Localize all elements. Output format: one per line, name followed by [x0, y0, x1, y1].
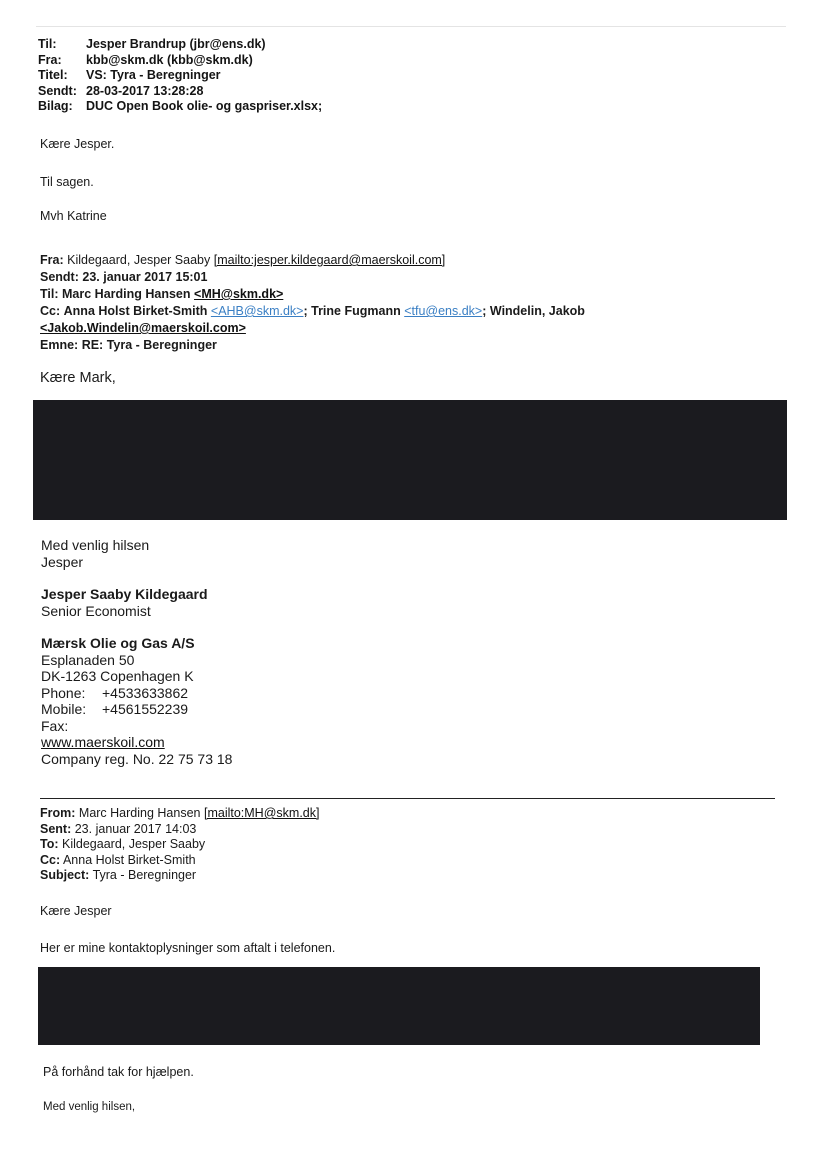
email3-line: Her er mine kontaktoplysninger som aftalt i telefonen.	[40, 941, 336, 955]
email3-subject-row: Subject: Tyra - Beregninger	[40, 868, 197, 882]
signature-phone: +4533633862	[102, 684, 189, 701]
redaction-block-2	[38, 967, 760, 1045]
header-titel-row: Titel: VS: Tyra - Beregninger	[38, 68, 221, 82]
header-titel-value: VS: Tyra - Beregninger	[86, 68, 221, 82]
email2-emne-row: Emne: RE: Tyra - Beregninger	[40, 338, 217, 352]
email2-sendt-row: Sendt: 23. januar 2017 15:01	[40, 270, 208, 284]
signature-full-name: Jesper Saaby Kildegaard	[41, 586, 208, 602]
redaction-block-1	[33, 400, 787, 520]
message1-line: Til sagen.	[40, 175, 94, 189]
signature-fax: Fax:	[41, 717, 69, 734]
email3-closing: Med venlig hilsen,	[43, 1101, 136, 1113]
signature-company-reg: Company reg. No. 22 75 73 18	[41, 750, 233, 767]
header-til-value: Jesper Brandrup (jbr@ens.dk)	[86, 37, 266, 51]
top-header	[38, 37, 322, 115]
email2-til-row: Til: Marc Harding Hansen <MH@skm.dk>	[40, 287, 284, 301]
signature-mobile: +4561552239	[102, 701, 189, 717]
email2-cc-email3-link[interactable]: <Jakob.Windelin@maerskoil.com>	[40, 321, 246, 335]
email3-cc-row: Cc: Anna Holst Birket-Smith	[40, 852, 196, 867]
email3-from-mailto-link[interactable]: [mailto:MH@skm.dk]	[203, 806, 320, 820]
header-bilag-value: DUC Open Book olie- og gaspriser.xlsx;	[86, 99, 323, 113]
email3-to-row: To: Kildegaard, Jesper Saaby	[40, 837, 206, 851]
email3-sent-row: Sent: 23. januar 2017 14:03	[40, 821, 197, 836]
email2-cc-email2-link[interactable]: <tfu@ens.dk>	[404, 304, 483, 318]
signature-address2: DK-1263 Copenhagen K	[41, 668, 194, 684]
signature-mobile-row: Mobile: +4561552239	[41, 701, 189, 717]
email2-fra-row: Fra: Kildegaard, Jesper Saaby [mailto:jesper.kildegaard@maerskoil.com]	[40, 253, 446, 267]
signature-address1: Esplanaden 50	[41, 651, 135, 668]
signature-block	[41, 537, 232, 767]
email2-fra-mailto-link[interactable]: [mailto:jesper.kildegaard@maerskoil.com]	[213, 253, 446, 267]
signature-website-link[interactable]: www.maerskoil.com	[41, 734, 165, 750]
message1-greeting: Kære Jesper.	[40, 137, 115, 151]
email2-til-email-link[interactable]: <MH@skm.dk>	[194, 287, 284, 301]
header-sendt-value: 28-03-2017 13:28:28	[86, 83, 204, 98]
header-fra-value: kbb@skm.dk (kbb@skm.dk)	[86, 52, 253, 67]
email3-from-row: From: Marc Harding Hansen [mailto:MH@skm.dk]	[40, 806, 320, 820]
email-divider	[40, 798, 775, 799]
signature-closing: Med venlig hilsen	[41, 537, 150, 553]
header-sendt-row: Sendt: 28-03-2017 13:28:28	[38, 83, 204, 98]
header-fra-row: Fra: kbb@skm.dk (kbb@skm.dk)	[38, 52, 253, 67]
email3-greeting: Kære Jesper	[40, 904, 112, 918]
header-bilag-row: Bilag: DUC Open Book olie- og gaspriser.xlsx;	[38, 99, 323, 113]
signature-phone-row: Phone: +4533633862	[41, 684, 189, 701]
signature-first-name: Jesper	[41, 553, 84, 570]
top-rule	[36, 26, 786, 27]
email2-greeting: Kære Mark,	[40, 370, 116, 386]
email3-header	[40, 806, 319, 884]
email2-cc-email1-link[interactable]: <AHB@skm.dk>	[210, 304, 304, 318]
signature-company: Mærsk Olie og Gas A/S	[41, 635, 195, 651]
email2-cc-row: Cc: Anna Holst Birket-Smith <AHB@skm.dk>; Trine Fugmann <tfu@ens.dk>; Windelin, Jakob	[40, 304, 585, 318]
email2-cc-cont-row	[40, 320, 800, 337]
email3-thanks: På forhånd tak for hjælpen.	[43, 1065, 194, 1079]
message1-closing: Mvh Katrine	[40, 209, 107, 223]
email2-header	[40, 252, 800, 354]
signature-title: Senior Economist	[41, 602, 151, 619]
header-til-row: Til: Jesper Brandrup (jbr@ens.dk)	[38, 37, 266, 51]
